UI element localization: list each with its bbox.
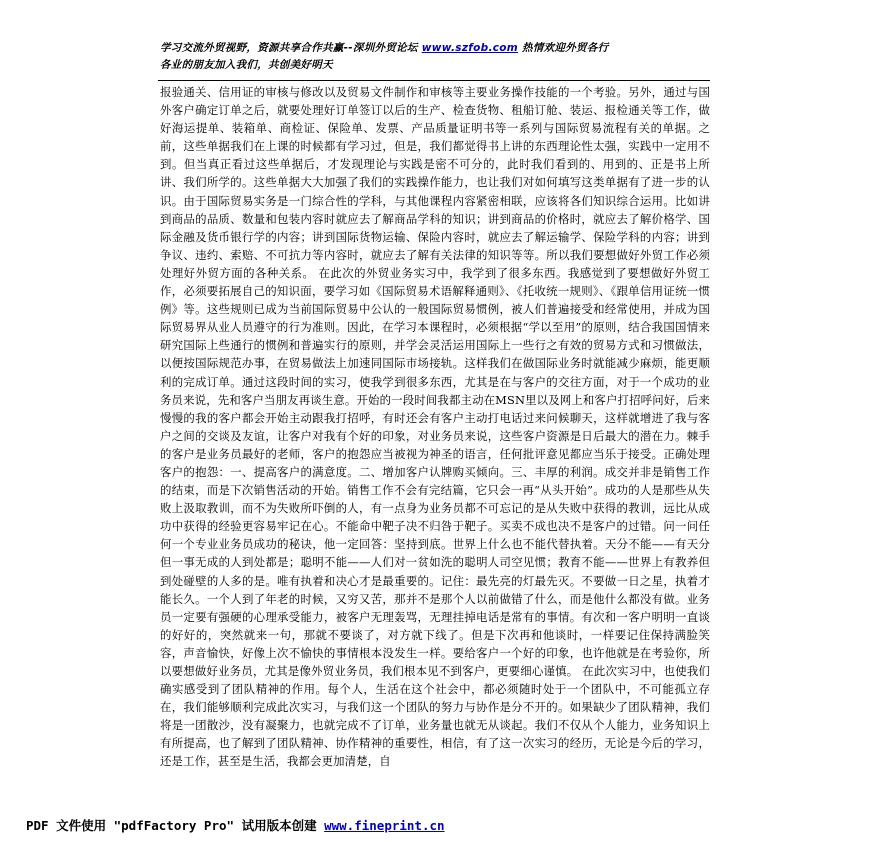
- header-divider: [158, 80, 710, 81]
- footer-watermark-text: PDF 文件使用 "pdfFactory Pro" 试用版本创建: [26, 818, 317, 833]
- header-line1-prefix: 学习交流外贸视野，资源共享合作共赢--深圳外贸论坛: [160, 42, 418, 54]
- footer-fineprint-link[interactable]: www.fineprint.cn: [324, 818, 445, 833]
- page-header: [160, 40, 720, 74]
- header-line1-suffix: 热情欢迎外贸各行: [522, 42, 609, 54]
- page-footer: [26, 816, 445, 834]
- header-forum-link[interactable]: www.szfob.com: [421, 42, 519, 54]
- header-line2: 各业的朋友加入我们，共创美好明天: [160, 59, 333, 71]
- document-body-text: 报验通关、信用证的审核与修改以及贸易文件制作和审核等主要业务操作技能的一个考验。另外，通过与国外客户确定订单之后，就要处理好订单签订以后的生产、检查货物、租船订舱、装运、报检通关等工作，做好海运提单、装箱单、商检证、保险单、发票、产品质量证明书等一系列与国际贸易流程有关的单据。之前，这些单据我们在上课的时候都有学习过，但是，我们都觉得书上讲的东西理论性太强，实践中一定用不到。但当真正看过这些单据后，才发现理论与实践是密不可分的，此时我们看到的、用到的、正是书上所讲、我们所学的。这些单据大大加强了我们的实践操作能力，也让我们对如何填写这类单据有了进一步的认识。由于国际贸易实务是一门综合性的学科，与其他课程内容紧密相联，应该将各们知识综合运用。比如讲到商品的品质、数量和包装内容时就应去了解商品学科的知识；讲到商品的价格时，就应去了解价格学、国际金融及货币银行学的内容；讲到国际货物运输、保险内容时，就应去了解运输学、保险学科的内容；讲到争议、违约、索赔、不可抗力等内容时，就应去了解有关法律的知识等等。所以我们要想做好外贸工作必须处理好外贸方面的各种关系。 在此次的外贸业务实习中，我学到了很多东西。我感觉到了要想做好外贸工作，必须要拓展自己的知识面，要学习如《国际贸易术语解释通则》、《托收统一规则》、《跟单信用证统一惯例》等。这些规则已成为当前国际贸易中公认的一般国际贸易惯例，被人们普遍接受和经常使用，并成为国际贸易界从业人员遵守的行为准则。因此，在学习本课程时，必须根据“学以至用”的原则，结合我国国情来研究国际上些通行的惯例和普遍实行的原则，并学会灵活运用国际上一些行之有效的贸易方式和习惯做法，以便按国际规范办事，在贸易做法上加速同国际市场接轨。这样我们在做国际业务时就能减少麻烦，能更顺利的完成订单。通过这段时间的实习，使我学到很多东西，尤其是在与客户的交往方面，对于一个成功的业务员来说，先和客户当朋友再谈生意。开始的一段时间我都主动在MSN里以及网上和客户打招呼问好，后来慢慢的我的客户都会开始主动跟我打招呼，有时还会有客户主动打电话过来问候聊天，这样就增进了我与客户之间的交谈及友谊，让客户对我有个好的印象，对业务员来说，这些客户资源是日后最大的潜在力。棘手的客户是业务员最好的老师，客户的抱怨应当被视为神圣的语言，任何批评意见都应当乐于接受。正确处理客户的抱怨：一、提高客户的满意度。二、增加客户认牌购买倾向。三、丰厚的利润。成交并非是销售工作的结束，而是下次销售活动的开始。销售工作不会有完结篇，它只会一再“从头开始”。成功的人是那些从失败上汲取教训，而不为失败所吓倒的人，有一点身为业务员都不可忘记的是从失败中获得的教训，远比从成功中获得的经验更容易牢记在心。不能命中靶子决不归咎于靶子。买卖不成也决不是客户的过错。问一问任何一个专业业务员成功的秘诀，他一定回答：坚持到底。世界上什么也不能代替执着。天分不能——有天分但一事无成的人到处都是；聪明不能——人们对一贫如洗的聪明人司空见惯；教育不能——世界上有教养但到处碰壁的人多的是。唯有执着和决心才是最重要的。记住：最先亮的灯最先灭。不要做一日之星，执着才能长久。一个人到了年老的时候，又穷又苦，那并不是那个人以前做错了什么，而是他什么都没有做。业务员一定要有强硬的心理承受能力，被客户无理轰骂，无理挂掉电话是常有的事情。有次和一客户明明一直谈的好好的，突然就来一句，那就不要谈了，对方就下线了。但是下次再和他谈时，一样要记住保持满脸笑容，声音愉快，好像上次不愉快的事情根本没发生一样。要给客户一个好的印象，也许他就是在考验你，所以要想做好业务员，尤其是像外贸业务员，我们根本见不到客户，更要细心谨慎。 在此次实习中，也使我们确实感受到了团队精神的作用。每个人，生活在这个社会中，都必须随时处于一个团队中，不可能孤立存在，我们能够顺利完成此次实习，与我们这一个团队的努力与协作是分不开的。如果缺少了团队精神，我们将是一团散沙，没有凝聚力，也就完成不了订单，业务量也就无从谈起。我们不仅从个人能力，业务知识上有所提高，也了解到了团队精神、协作精神的重要性，相信，有了这一次实习的经历，无论是今后的学习，还是工作，甚至是生活，我都会更加清楚，自: [160, 85, 710, 769]
